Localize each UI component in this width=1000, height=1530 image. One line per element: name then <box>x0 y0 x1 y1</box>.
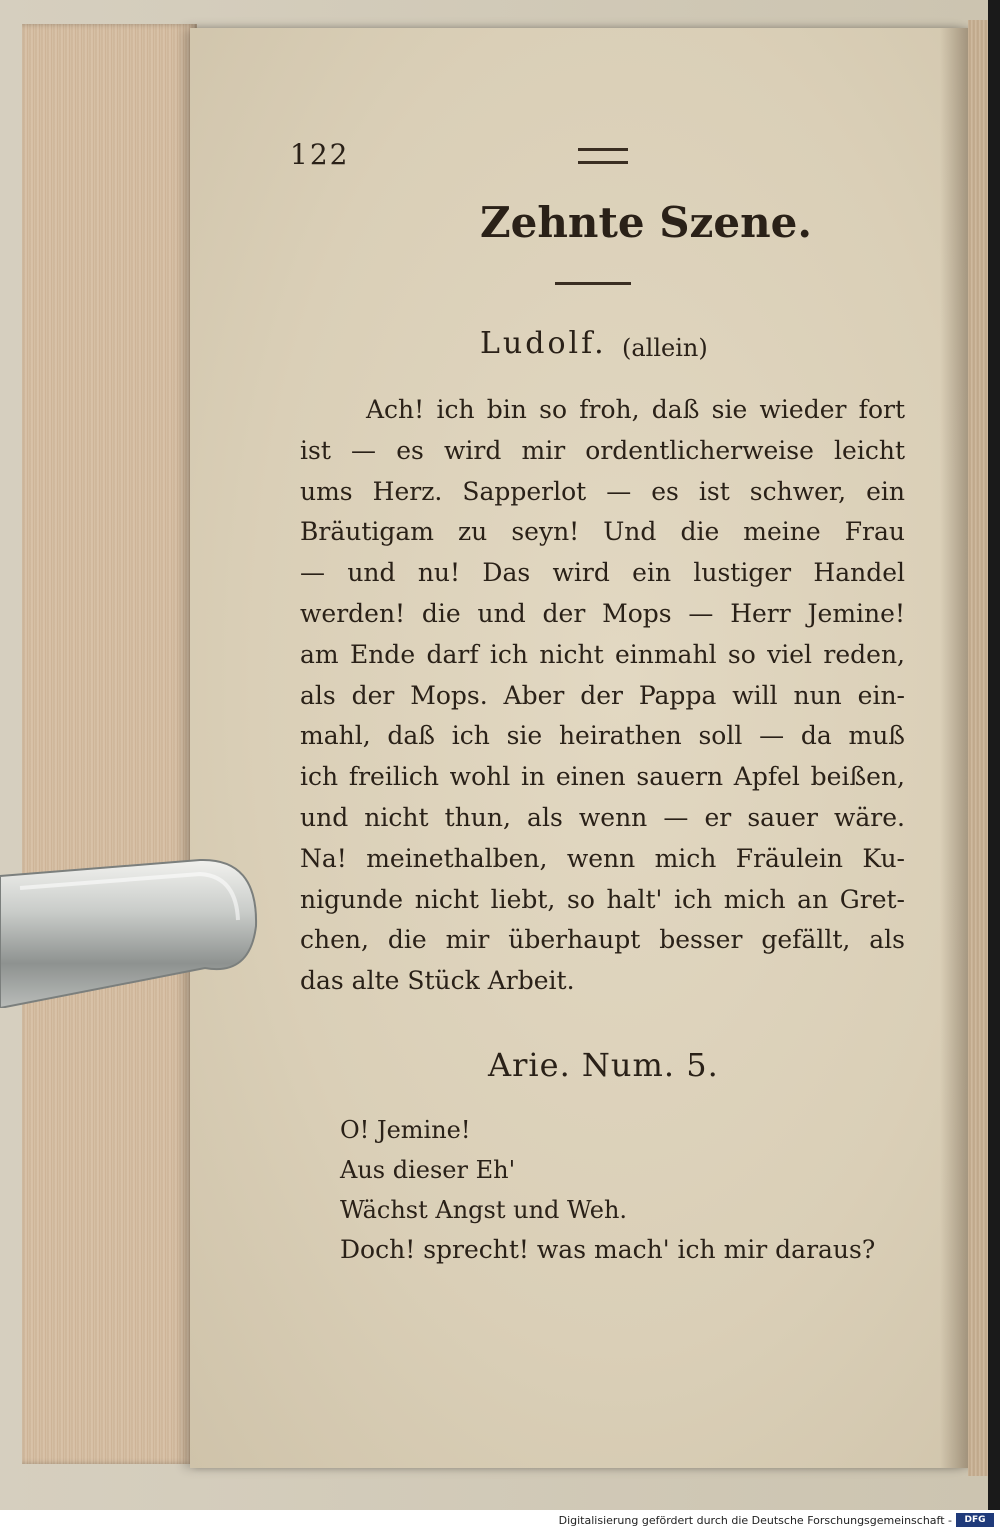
paragraph-line: Bräutigam zu seyn! Und die meine Frau <box>300 517 905 547</box>
stage-direction: (allein) <box>622 334 708 362</box>
verse-line: O! Jemine! <box>340 1116 471 1144</box>
verse-line: Wächst Angst und Weh. <box>340 1196 628 1224</box>
book-gutter-shadow <box>940 28 968 1468</box>
speaker-name: Ludolf. <box>480 326 607 361</box>
page-holder-clip <box>0 858 258 1008</box>
paragraph-line: am Ende darf ich nicht einmahl so viel reden, <box>300 639 905 669</box>
paragraph-line: Na! meinethalben, wenn mich Fräulein Ku- <box>300 843 905 873</box>
paragraph-line: das alte Stück Arbeit. <box>300 966 575 996</box>
paragraph-line: als der Mops. Aber der Pappa will nun ein- <box>300 680 905 710</box>
footer-credit: Digitalisierung gefördert durch die Deutsche Forschungsgemeinschaft - <box>558 1514 952 1527</box>
header-ornament-rule <box>578 148 628 164</box>
page-number: 122 <box>290 138 350 171</box>
paragraph-line: — und nu! Das wird ein lustiger Handel <box>300 558 905 588</box>
book-page-edges-right <box>968 20 988 1476</box>
scene-title: Zehnte Szene. <box>480 198 812 247</box>
paragraph-line: und nicht thun, als wenn — er sauer wäre. <box>300 802 905 832</box>
paragraph-line: ich freilich wohl in einen sauern Apfel beißen, <box>300 762 905 792</box>
aria-title: Arie. Num. 5. <box>488 1046 719 1084</box>
paragraph-line: nigunde nicht liebt, so halt' ich mich an Gret- <box>300 884 905 914</box>
monologue-paragraph <box>300 390 905 1002</box>
verse-line: Doch! sprecht! was mach' ich mir daraus? <box>340 1235 876 1264</box>
verse-line: Aus dieser Eh' <box>340 1156 516 1184</box>
aria-verse <box>340 1110 875 1270</box>
paragraph-line: ums Herz. Sapperlot — es ist schwer, ein <box>300 476 905 506</box>
paragraph-line: Ach! ich bin so froh, daß sie wieder fort <box>366 395 905 424</box>
scan-edge-strip <box>988 0 1000 1510</box>
paragraph-line: mahl, daß ich sie heirathen soll — da muß <box>300 721 905 751</box>
paragraph-line: chen, die mir überhaupt besser gefällt, als <box>300 925 905 955</box>
dfg-logo: DFG <box>956 1513 994 1527</box>
title-rule <box>555 282 631 285</box>
paragraph-line: ist — es wird mir ordentlicherweise leicht <box>300 435 905 465</box>
book-page-edges-left <box>22 24 197 1464</box>
paragraph-line: werden! die und der Mops — Herr Jemine! <box>300 598 905 628</box>
